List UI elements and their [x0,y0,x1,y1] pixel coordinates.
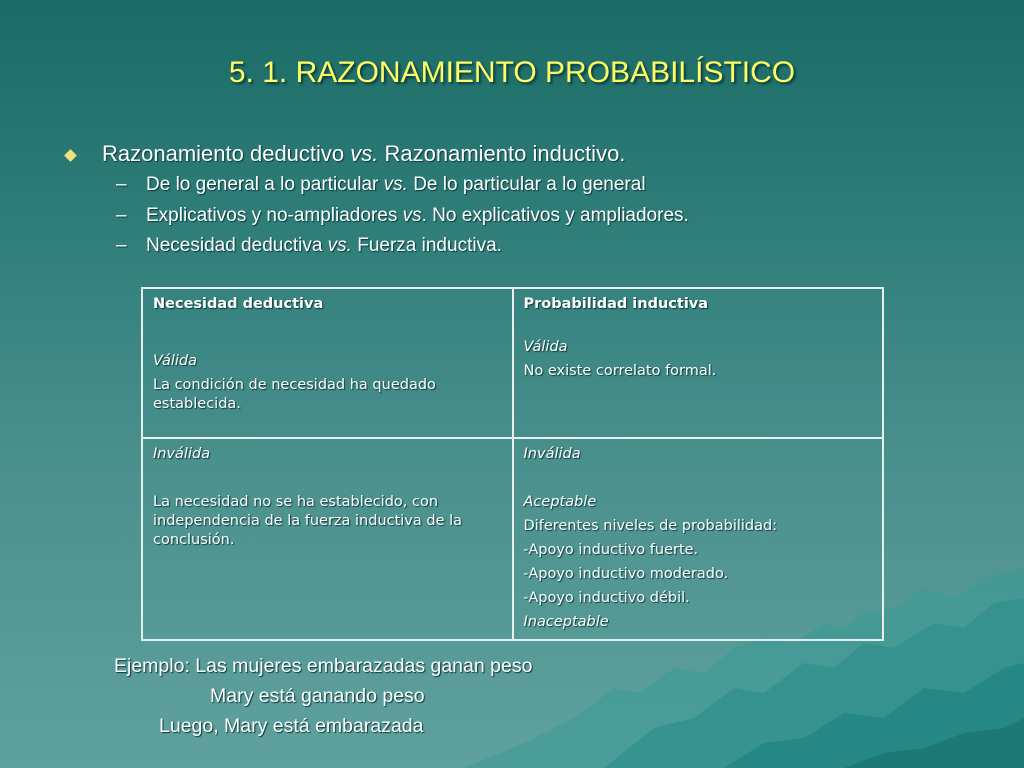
column-header: Probabilidad inductiva [523,296,709,312]
comparison-table [141,287,884,641]
dash-icon: – [116,205,127,226]
sub-text-b: . No explicativos y ampliadores. [421,205,689,226]
sub-vs: vs [402,205,422,226]
bullet-text-b: Razonamiento inductivo. [378,141,626,166]
sub-vs: vs. [327,235,352,256]
slide-title: 5. 1. RAZONAMIENTO PROBABILÍSTICO [228,56,796,89]
example-line-1: Ejemplo: Las mujeres embarazadas ganan peso [114,655,533,677]
invalid-label: Inválida [153,446,211,462]
example-line-2: Mary está ganando peso [210,685,425,707]
dash-icon: – [116,174,127,195]
table-row [142,438,883,640]
levels-text: Diferentes niveles de probabilidad: [523,518,778,534]
list-item: -Apoyo inductivo moderado. [523,566,729,582]
cell-inductive-valid [513,288,883,438]
valid-label: Válida [523,339,568,355]
sub-text-a: Explicativos y no-ampliadores [146,205,403,226]
inaceptable-label: Inaceptable [523,614,609,630]
valid-label: Válida [153,353,198,369]
cell-text: La condición de necesidad ha quedado establecida. [153,377,436,412]
cell-text: La necesidad no se ha establecido, con independencia de la fuerza inductiva de la conclusión. [153,494,463,548]
cell-inductive-invalid [513,438,883,640]
example-line-3: Luego, Mary está embarazada [159,715,424,737]
sub-vs: vs. [383,174,408,195]
bullet-vs: vs. [350,141,379,166]
sub-text-a: De lo general a lo particular [146,174,384,195]
list-item: -Apoyo inductivo débil. [523,590,690,606]
column-header: Necesidad deductiva [153,296,324,312]
list-item: -Apoyo inductivo fuerte. [523,542,699,558]
cell-deductive-valid [142,288,513,438]
dash-icon: – [116,235,127,256]
bullet-main [102,141,625,167]
invalid-label: Inválida [523,446,581,462]
cell-deductive-invalid [142,438,513,640]
sub-text-a: Necesidad deductiva [146,235,328,256]
aceptable-label: Aceptable [523,494,597,510]
cell-text: No existe correlato formal. [523,363,717,379]
bullet-text-a: Razonamiento deductivo [102,141,351,166]
table-row [142,288,883,438]
sub-text-b: De lo particular a lo general [407,174,646,195]
diamond-bullet-icon [64,149,77,162]
sub-text-b: Fuerza inductiva. [351,235,502,256]
